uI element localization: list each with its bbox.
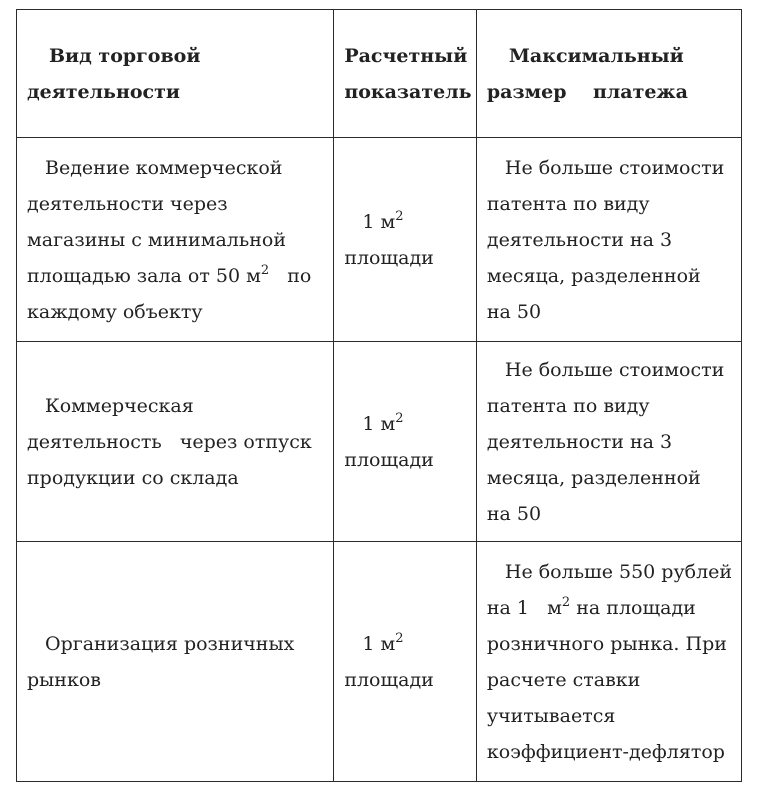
header-indicator bbox=[334, 10, 477, 138]
row-1-activity-line-4b: по bbox=[287, 264, 312, 287]
row-3-payment-line-3: розничного рынка. При bbox=[486, 632, 727, 655]
header-indicator-line-2: показатель bbox=[344, 80, 472, 103]
row-1-activity-line-4: площадью зала от 50 м bbox=[27, 264, 261, 287]
header-payment-line-1: Максимальный bbox=[508, 44, 684, 67]
table-row bbox=[17, 138, 742, 342]
row-3-payment-sup: 2 bbox=[561, 594, 571, 610]
row-3-indicator bbox=[334, 542, 477, 782]
row-2-payment-line-1: Не больше стоимости bbox=[504, 358, 725, 381]
header-activity bbox=[17, 10, 334, 138]
row-3-payment-line-1: Не больше 550 рублей bbox=[504, 560, 733, 583]
row-2-indicator-unit: площади bbox=[344, 448, 434, 471]
row-1-indicator-unit: площади bbox=[344, 246, 434, 269]
row-2-payment-line-2: патента по виду bbox=[486, 394, 650, 417]
row-2-activity-line-3: продукции со склада bbox=[27, 466, 239, 489]
row-3-payment-line-6: коэффициент-дефлятор bbox=[486, 740, 725, 763]
row-2-payment-line-5: на 50 bbox=[486, 502, 542, 525]
row-3-payment-line-2b: на площади bbox=[576, 596, 696, 619]
row-1-activity-line-1: Ведение коммерческой bbox=[45, 156, 283, 179]
row-2-payment-line-4: месяца, разделенной bbox=[486, 466, 701, 489]
row-1-payment-line-1: Не больше стоимости bbox=[504, 156, 725, 179]
trade-activity-table bbox=[16, 9, 742, 782]
row-1-activity-line-2: деятельности через bbox=[27, 192, 228, 215]
row-3-indicator-value: 1 м bbox=[362, 632, 396, 655]
row-2-indicator bbox=[334, 342, 477, 542]
row-3-activity-line-1: Организация розничных bbox=[45, 632, 295, 655]
row-1-indicator bbox=[334, 138, 477, 342]
row-2-payment bbox=[476, 342, 741, 542]
header-activity-line-1: Вид торговой bbox=[49, 44, 201, 67]
row-1-activity-line-3: магазины с минимальной bbox=[27, 228, 286, 251]
row-1-payment-line-4: месяца, разделенной bbox=[486, 264, 701, 287]
header-indicator-line-1: Расчетный bbox=[344, 44, 468, 67]
row-1-payment-line-2: патента по виду bbox=[486, 192, 650, 215]
row-2-indicator-sup: 2 bbox=[395, 410, 404, 426]
row-1-activity bbox=[17, 138, 334, 342]
row-1-payment-line-5: на 50 bbox=[486, 300, 542, 323]
row-3-payment-line-2: на 1 м bbox=[486, 596, 562, 619]
row-2-payment-line-3: деятельности на 3 bbox=[486, 430, 673, 453]
row-3-payment-line-4: расчете ставки bbox=[486, 668, 641, 691]
row-3-activity-line-2: рынков bbox=[27, 668, 101, 691]
table-row bbox=[17, 542, 742, 782]
row-2-activity-line-2: деятельность через отпуск bbox=[27, 430, 312, 453]
row-2-indicator-value: 1 м bbox=[362, 412, 396, 435]
header-payment bbox=[476, 10, 741, 138]
row-1-indicator-sup: 2 bbox=[395, 208, 404, 224]
row-1-indicator-value: 1 м bbox=[362, 210, 396, 233]
row-2-activity-line-1: Коммерческая bbox=[45, 394, 194, 417]
header-activity-line-2: деятельности bbox=[27, 80, 180, 103]
row-1-activity-sup: 2 bbox=[260, 262, 270, 278]
row-1-activity-line-5: каждому объекту bbox=[27, 300, 203, 323]
row-3-indicator-sup: 2 bbox=[395, 630, 404, 646]
header-payment-line-2: размер платежа bbox=[486, 80, 688, 103]
row-3-payment-line-5: учитывается bbox=[486, 704, 616, 727]
row-1-payment bbox=[476, 138, 741, 342]
row-1-payment-line-3: деятельности на 3 bbox=[486, 228, 673, 251]
row-2-activity bbox=[17, 342, 334, 542]
table-header-row bbox=[17, 10, 742, 138]
row-3-indicator-unit: площади bbox=[344, 668, 434, 691]
row-3-payment bbox=[476, 542, 741, 782]
row-3-activity bbox=[17, 542, 334, 782]
table-row bbox=[17, 342, 742, 542]
